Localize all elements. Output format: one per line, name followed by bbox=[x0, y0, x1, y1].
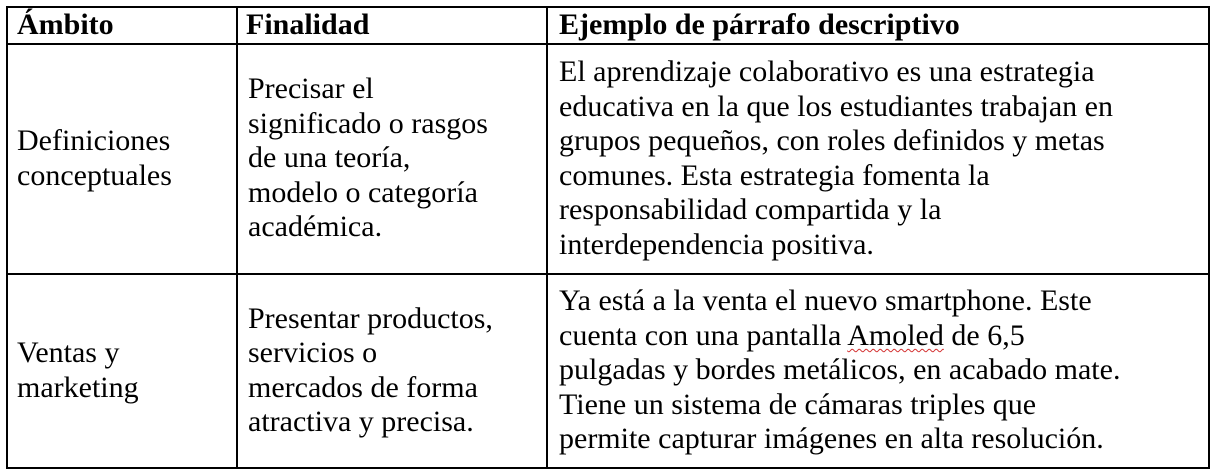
cell-line: permite capturar imágenes en alta resolución. bbox=[559, 422, 1104, 456]
cell-line bbox=[559, 319, 1204, 354]
cell-line: El aprendizaje colaborativo es una estrategia bbox=[559, 55, 1095, 88]
cell-line: grupos pequeños, con roles definidos y metas bbox=[559, 124, 1105, 157]
header-ejemplo: Ejemplo de párrafo descriptivo bbox=[547, 7, 1209, 44]
cell-finalidad bbox=[237, 44, 547, 274]
cell-line: mercados de forma bbox=[248, 370, 478, 404]
cell-line: comunes. Esta estrategia fomenta la bbox=[559, 158, 990, 192]
cell-ejemplo bbox=[547, 44, 1209, 274]
cell-line: de una teoría, bbox=[248, 141, 411, 175]
cell-line: Tiene un sistema de cámaras triples que bbox=[559, 387, 1037, 421]
cell-line: Presentar productos, bbox=[248, 301, 493, 335]
cell-line: pulgadas y bordes metálicos, en acabado mate. bbox=[559, 353, 1121, 387]
cell-line: Definiciones bbox=[17, 124, 171, 157]
cell-line: interdependencia positiva. bbox=[559, 227, 874, 261]
cell-line: significado o rasgos bbox=[248, 106, 488, 140]
cell-text: cuenta con una pantalla bbox=[559, 318, 848, 352]
cell-line: responsabilidad compartida y la bbox=[559, 193, 942, 226]
cell-ambito bbox=[7, 44, 237, 274]
cell-line: Precisar el bbox=[248, 72, 374, 106]
descriptive-paragraph-table bbox=[6, 6, 1210, 469]
cell-line: Ya está a la venta el nuevo smartphone. Este bbox=[559, 284, 1092, 318]
header-ambito: Ámbito bbox=[7, 7, 237, 44]
cell-line: modelo o categoría bbox=[248, 175, 478, 209]
table-row bbox=[7, 44, 1209, 274]
header-finalidad: Finalidad bbox=[237, 7, 547, 44]
cell-text: de 6,5 bbox=[943, 318, 1025, 352]
table-header-row bbox=[7, 7, 1209, 44]
cell-line: educativa en la que los estudiantes trabajan en bbox=[559, 89, 1113, 123]
cell-line: Ventas y bbox=[17, 336, 120, 369]
spellcheck-flagged-word: Amoled bbox=[847, 318, 944, 352]
table-row bbox=[7, 274, 1209, 468]
cell-ejemplo bbox=[547, 274, 1209, 468]
cell-line: servicios o bbox=[248, 336, 378, 369]
cell-finalidad bbox=[237, 274, 547, 468]
cell-line: académica. bbox=[248, 210, 383, 244]
cell-line: conceptuales bbox=[17, 158, 172, 192]
cell-line: marketing bbox=[17, 370, 139, 404]
cell-line: atractiva y precisa. bbox=[248, 405, 474, 438]
cell-ambito bbox=[7, 274, 237, 468]
